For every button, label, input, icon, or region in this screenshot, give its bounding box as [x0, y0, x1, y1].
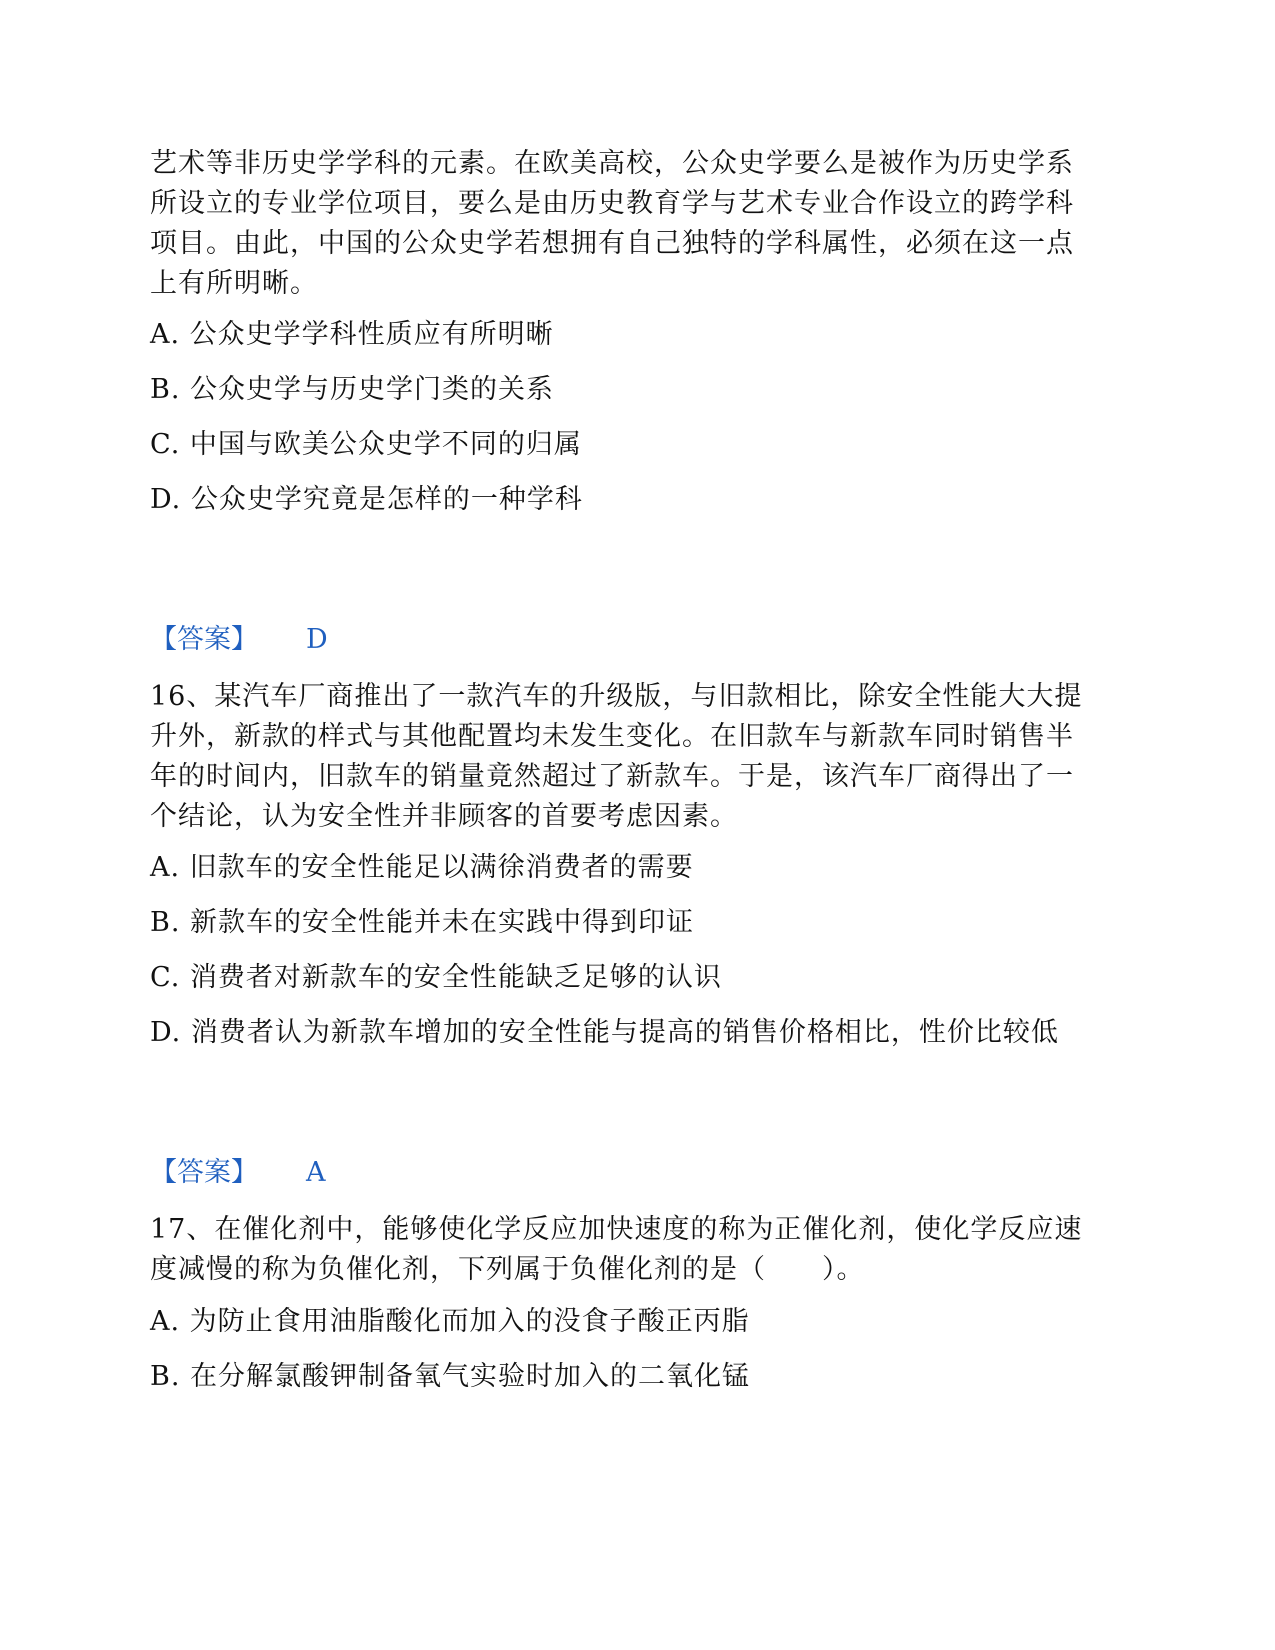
q16-option-b: B. 新款车的安全性能并未在实践中得到印证 — [150, 907, 695, 938]
answer-value: A — [306, 1157, 326, 1188]
q15-option-a: A. 公众史学学科性质应有所明晰 — [150, 319, 554, 350]
q15-stem-line: 项目。由此，中国的公众史学若想拥有自己独特的学科属性，必须在这一点 — [150, 228, 1074, 259]
q16-stem-line: 16、某汽车厂商推出了一款汽车的升级版，与旧款相比，除安全性能大大提 — [150, 681, 1083, 712]
q16-stem-line: 年的时间内，旧款车的销量竟然超过了新款车。于是，该汽车厂商得出了一 — [150, 761, 1074, 792]
q17-stem — [150, 1210, 1110, 1290]
answer-value: D — [306, 624, 328, 655]
answer-label: 【答案】 — [150, 1157, 258, 1188]
q16-stem-line: 个结论，认为安全性并非顾客的首要考虑因素。 — [150, 801, 738, 832]
q16-stem — [150, 677, 1110, 837]
answer-label: 【答案】 — [150, 624, 258, 655]
q16-option-c: C. 消费者对新款车的安全性能缺乏足够的认识 — [150, 962, 722, 993]
q15-stem — [150, 144, 1110, 304]
q15-stem-line: 所设立的专业学位项目，要么是由历史教育学与艺术专业合作设立的跨学科 — [150, 188, 1074, 219]
q15-stem-line: 上有所明晰。 — [150, 268, 318, 299]
q15-option-c: C. 中国与欧美公众史学不同的归属 — [150, 429, 582, 460]
q16-answer — [150, 1153, 326, 1193]
q15-option-b: B. 公众史学与历史学门类的关系 — [150, 374, 555, 405]
q17-option-b: B. 在分解氯酸钾制备氧气实验时加入的二氧化锰 — [150, 1361, 751, 1392]
q15-option-d: D. 公众史学究竟是怎样的一种学科 — [150, 484, 583, 515]
q17-stem-line: 17、在催化剂中，能够使化学反应加快速度的称为正催化剂，使化学反应速 — [150, 1214, 1083, 1245]
q15-answer — [150, 620, 328, 660]
q17-stem-line: 度减慢的称为负催化剂，下列属于负催化剂的是（ ）。 — [150, 1254, 865, 1285]
q16-option-a: A. 旧款车的安全性能足以满徐消费者的需要 — [150, 852, 694, 883]
q16-stem-line: 升外，新款的样式与其他配置均未发生变化。在旧款车与新款车同时销售半 — [150, 721, 1074, 752]
q17-option-a: A. 为防止食用油脂酸化而加入的没食子酸正丙脂 — [150, 1306, 750, 1337]
q15-stem-line: 艺术等非历史学学科的元素。在欧美高校，公众史学要么是被作为历史学系 — [150, 148, 1074, 179]
q16-option-d: D. 消费者认为新款车增加的安全性能与提高的销售价格相比，性价比较低 — [150, 1017, 1059, 1048]
